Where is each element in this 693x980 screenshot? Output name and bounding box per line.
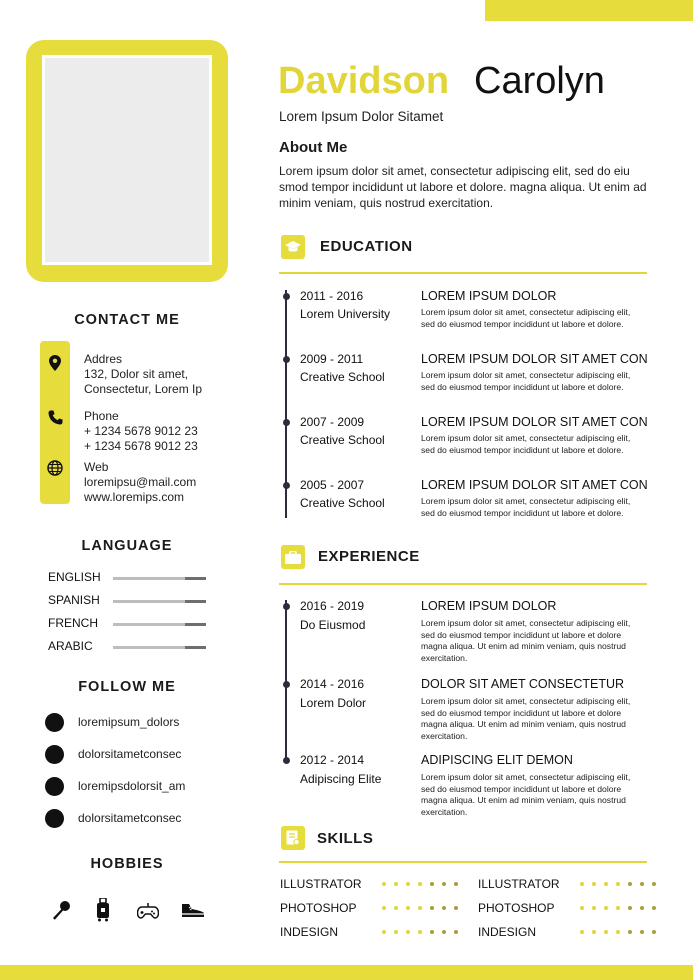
skill-dot bbox=[592, 930, 596, 934]
skill-dot bbox=[430, 906, 434, 910]
timeline-dot bbox=[283, 757, 290, 764]
subtitle: Lorem Ipsum Dolor Sitamet bbox=[279, 109, 444, 124]
about-title: About Me bbox=[279, 139, 348, 156]
education-place: Lorem University bbox=[300, 307, 391, 321]
skill-dot bbox=[652, 882, 656, 886]
experience-heading: ADIPISCING ELIT DEMON bbox=[421, 753, 573, 767]
language-title: LANGUAGE bbox=[81, 538, 173, 554]
skill-dot bbox=[406, 906, 410, 910]
education-date: 2011 - 2016 bbox=[300, 289, 364, 303]
skill-dot bbox=[628, 906, 632, 910]
education-place: Creative School bbox=[300, 433, 385, 447]
education-description: Lorem ipsum dolor sit amet, consectetur adipiscing elit, sed do eiusmod tempor incididunt ut labore et dolore. bbox=[421, 433, 631, 455]
follow-title: FOLLOW ME bbox=[78, 679, 176, 695]
experience-title: EXPERIENCE bbox=[318, 548, 420, 565]
education-heading: LOREM IPSUM DOLOR bbox=[421, 289, 557, 303]
location-pin-icon bbox=[47, 355, 63, 371]
web-label: Web bbox=[84, 460, 109, 474]
experience-description: Lorem ipsum dolor sit amet, consectetur adipiscing elit, sed do eiusmod tempor incididunt ut labore et dolore magna aliqua. Ut enim ad minim veniam, quis nostrud exercitation. bbox=[421, 696, 631, 741]
skill-dot bbox=[430, 882, 434, 886]
language-label: FRENCH bbox=[48, 616, 98, 630]
skill-rating bbox=[580, 882, 656, 886]
timeline-dot bbox=[283, 293, 290, 300]
skill-dot bbox=[442, 906, 446, 910]
skill-dot bbox=[628, 882, 632, 886]
graduation-cap-icon bbox=[281, 235, 305, 259]
education-date: 2007 - 2009 bbox=[300, 415, 365, 429]
skill-dot bbox=[592, 882, 596, 886]
hobbies-title: HOBBIES bbox=[90, 856, 164, 872]
language-level-marker bbox=[185, 577, 206, 580]
skill-dot bbox=[418, 882, 422, 886]
address-label: Addres bbox=[84, 352, 123, 366]
experience-place: Do Eiusmod bbox=[300, 618, 366, 632]
education-date: 2009 - 2011 bbox=[300, 352, 364, 366]
skill-dot bbox=[592, 906, 596, 910]
skill-label: PHOTOSHOP bbox=[280, 901, 357, 915]
social-handle[interactable]: dolorsitametconsec bbox=[78, 811, 182, 825]
briefcase-icon bbox=[281, 545, 305, 569]
experience-date: 2014 - 2016 bbox=[300, 677, 365, 691]
timeline-dot bbox=[283, 603, 290, 610]
skill-dot bbox=[652, 906, 656, 910]
skill-dot bbox=[394, 930, 398, 934]
phone-line-1: + 1234 5678 9012 23 bbox=[84, 424, 198, 438]
skill-dot bbox=[442, 882, 446, 886]
education-title: EDUCATION bbox=[320, 238, 413, 255]
skill-dot bbox=[394, 882, 398, 886]
social-icon[interactable] bbox=[45, 713, 64, 732]
social-icon[interactable] bbox=[45, 809, 64, 828]
social-handle[interactable]: loremipsum_dolors bbox=[78, 715, 180, 729]
skill-dot bbox=[616, 882, 620, 886]
experience-place: Adipiscing Elite bbox=[300, 772, 382, 786]
experience-heading: LOREM IPSUM DOLOR bbox=[421, 599, 557, 613]
skill-dot bbox=[382, 882, 386, 886]
skill-dot bbox=[640, 930, 644, 934]
skill-dot bbox=[454, 930, 458, 934]
email-text[interactable]: loremipsu@mail.com bbox=[84, 475, 197, 489]
certificate-icon bbox=[281, 826, 305, 850]
language-label: SPANISH bbox=[48, 593, 100, 607]
skill-dot bbox=[616, 906, 620, 910]
skill-dot bbox=[580, 930, 584, 934]
skill-dot bbox=[652, 930, 656, 934]
skill-dot bbox=[442, 930, 446, 934]
skill-dot bbox=[418, 906, 422, 910]
skill-dot bbox=[628, 930, 632, 934]
last-name: Carolyn bbox=[474, 60, 605, 102]
gamepad-icon bbox=[137, 901, 159, 924]
social-icon[interactable] bbox=[45, 777, 64, 796]
skill-dot bbox=[604, 882, 608, 886]
microphone-icon bbox=[50, 899, 72, 926]
phone-icon bbox=[47, 409, 63, 425]
experience-timeline bbox=[285, 600, 287, 760]
experience-description: Lorem ipsum dolor sit amet, consectetur adipiscing elit, sed do eiusmod tempor incididunt ut labore et dolore magna aliqua. Ut enim ad minim veniam, quis nostrud exercitation. bbox=[421, 618, 631, 663]
education-description: Lorem ipsum dolor sit amet, consectetur adipiscing elit, sed do eiusmod tempor incididunt ut labore et dolore. bbox=[421, 307, 631, 329]
skill-label: ILLUSTRATOR bbox=[478, 877, 560, 891]
skill-dot bbox=[394, 906, 398, 910]
language-label: ENGLISH bbox=[48, 570, 101, 584]
skill-dot bbox=[454, 906, 458, 910]
first-name: Davidson bbox=[278, 60, 450, 102]
skill-dot bbox=[406, 930, 410, 934]
skill-rating bbox=[580, 906, 656, 910]
language-level-marker bbox=[185, 623, 206, 626]
skill-label: PHOTOSHOP bbox=[478, 901, 555, 915]
about-text: Lorem ipsum dolor sit amet, consectetur adipiscing elit, sed do eiu smod tempor incididunt ut labore et dolore. magna aliqua. Ut enim ad minim veniam, quis nostrud exercitation. bbox=[279, 164, 647, 210]
skill-dot bbox=[604, 906, 608, 910]
language-label: ARABIC bbox=[48, 639, 93, 653]
skill-rating bbox=[382, 882, 458, 886]
suitcase-icon bbox=[94, 898, 112, 927]
skill-dot bbox=[640, 906, 644, 910]
phone-label: Phone bbox=[84, 409, 119, 423]
experience-description: Lorem ipsum dolor sit amet, consectetur adipiscing elit, sed do eiusmod tempor incididunt ut labore et dolore magna aliqua. Ut enim ad minim veniam, quis nostrud exercitation. bbox=[421, 772, 631, 817]
skills-title: SKILLS bbox=[317, 830, 374, 847]
skill-dot bbox=[604, 930, 608, 934]
skill-dot bbox=[382, 906, 386, 910]
bottom-accent-bar bbox=[0, 965, 693, 980]
skill-dot bbox=[382, 930, 386, 934]
language-level-marker bbox=[185, 646, 206, 649]
education-divider bbox=[279, 272, 647, 274]
timeline-dot bbox=[283, 419, 290, 426]
education-place: Creative School bbox=[300, 370, 385, 384]
profile-photo-placeholder bbox=[42, 55, 212, 265]
skills-divider bbox=[279, 861, 647, 863]
skill-dot bbox=[580, 906, 584, 910]
skill-dot bbox=[580, 882, 584, 886]
skill-dot bbox=[418, 930, 422, 934]
skill-label: INDESIGN bbox=[280, 925, 339, 939]
education-heading: LOREM IPSUM DOLOR SIT AMET CON bbox=[421, 415, 648, 429]
globe-icon bbox=[47, 460, 63, 476]
experience-divider bbox=[279, 583, 647, 585]
skill-rating bbox=[580, 930, 656, 934]
social-handle[interactable]: loremipsdolorsit_am bbox=[78, 779, 186, 793]
language-level-marker bbox=[185, 600, 206, 603]
education-place: Creative School bbox=[300, 496, 385, 510]
skill-label: ILLUSTRATOR bbox=[280, 877, 362, 891]
skill-dot bbox=[640, 882, 644, 886]
social-handle[interactable]: dolorsitametconsec bbox=[78, 747, 182, 761]
education-date: 2005 - 2007 bbox=[300, 478, 365, 492]
skill-dot bbox=[454, 882, 458, 886]
top-accent-bar bbox=[485, 0, 693, 21]
social-icon[interactable] bbox=[45, 745, 64, 764]
education-description: Lorem ipsum dolor sit amet, consectetur adipiscing elit, sed do eiusmod tempor incididunt ut labore et dolore. bbox=[421, 370, 631, 392]
phone-line-2: + 1234 5678 9012 23 bbox=[84, 439, 198, 453]
skill-label: INDESIGN bbox=[478, 925, 537, 939]
education-description: Lorem ipsum dolor sit amet, consectetur adipiscing elit, sed do eiusmod tempor incididunt ut labore et dolore. bbox=[421, 496, 631, 518]
sneaker-icon bbox=[180, 900, 206, 925]
skill-rating bbox=[382, 906, 458, 910]
skill-dot bbox=[616, 930, 620, 934]
address-line-2: Consectetur, Lorem Ip bbox=[84, 382, 203, 396]
experience-place: Lorem Dolor bbox=[300, 696, 367, 710]
contact-title: CONTACT ME bbox=[74, 312, 180, 328]
timeline-dot bbox=[283, 356, 290, 363]
skill-dot bbox=[406, 882, 410, 886]
website-text[interactable]: www.loremips.com bbox=[84, 490, 185, 504]
timeline-dot bbox=[283, 681, 290, 688]
address-line-1: 132, Dolor sit amet, bbox=[84, 367, 189, 381]
skill-rating bbox=[382, 930, 458, 934]
experience-date: 2016 - 2019 bbox=[300, 599, 365, 613]
education-heading: LOREM IPSUM DOLOR SIT AMET CON bbox=[421, 352, 648, 366]
skill-dot bbox=[430, 930, 434, 934]
timeline-dot bbox=[283, 482, 290, 489]
experience-date: 2012 - 2014 bbox=[300, 753, 365, 767]
education-heading: LOREM IPSUM DOLOR SIT AMET CON bbox=[421, 478, 648, 492]
experience-heading: DOLOR SIT AMET CONSECTETUR bbox=[421, 677, 625, 691]
